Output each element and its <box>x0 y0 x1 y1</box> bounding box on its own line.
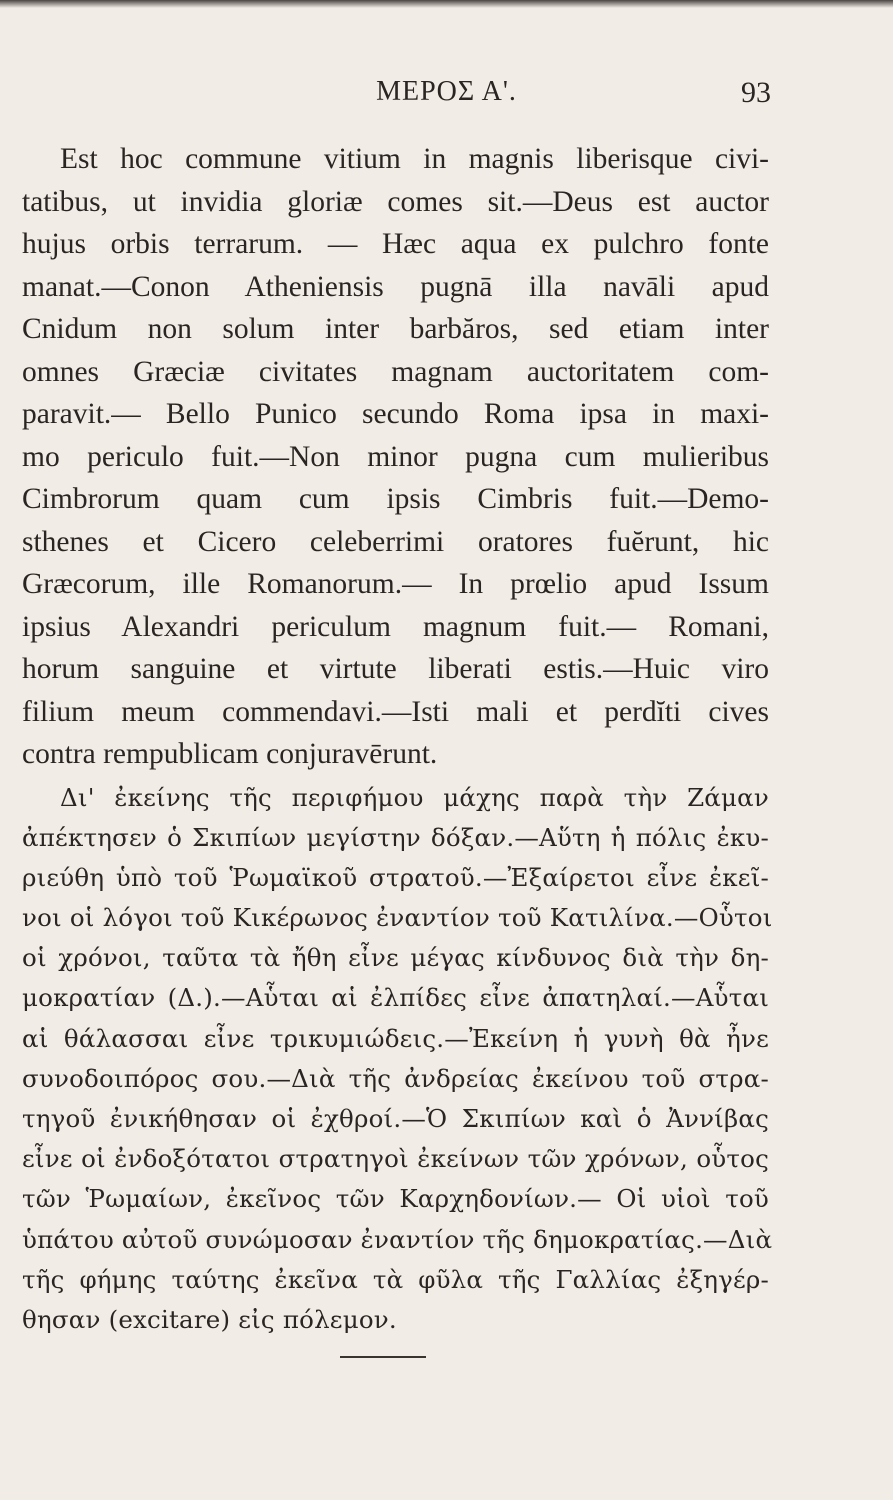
text-line: συνοδοιπόρος σου.—Διὰ τῆς ἀνδρείας ἐκείνου τοῦ στρα- <box>22 1063 769 1093</box>
text-line: hujus orbis terrarum. — Hæc aqua ex pulchro fonte <box>22 228 769 260</box>
text-line: ἀπέκτησεν ὁ Σκιπίων μεγίστην δόξαν.—Αὕτη ἡ πόλις ἐκυ- <box>22 822 769 852</box>
page-number: 93 <box>741 76 771 109</box>
text-line: τῶν Ῥωμαίων, ἐκεῖνος τῶν Καρχηδονίων.— Οἱ υἱοὶ τοῦ <box>22 1184 769 1214</box>
text-line: tatibus, ut invidia gloriæ comes sit.—Deus est auctor <box>22 185 769 218</box>
greek-paragraph <box>22 778 773 1341</box>
text-line: θησαν (excitare) εἰς πόλεμον. <box>22 1304 397 1334</box>
text-line: ipsius Alexandri periculum magnum fuit.— Romani, <box>22 610 769 643</box>
latin-paragraph <box>22 138 769 776</box>
text-line: τηγοῦ ἐνικήθησαν οἱ ἐχθροί.—Ὁ Σκιπίων καὶ ὁ Ἀννίβας <box>22 1104 769 1133</box>
text-line: filium meum commendavi.—Isti mali et perdĭti cives <box>22 695 769 728</box>
text-line: νοι οἱ λόγοι τοῦ Κικέρωνος ἐναντίον τοῦ Κατιλίνα.—Οὗτοι <box>22 903 773 933</box>
text-line: Cimbrorum quam cum ipsis Cimbris fuit.—Demo- <box>22 483 769 515</box>
text-line: Δι' ἐκείνης τῆς περιφήμου μάχης παρὰ τὴν Ζάμαν <box>60 782 769 812</box>
text-line: contra rempublicam conjuravērunt. <box>22 738 438 770</box>
text-line: οἱ χρόνοι, ταῦτα τὰ ἤθη εἶνε μέγας κίνδυνος διὰ τὴν δη- <box>22 943 769 973</box>
text-line: horum sanguine et virtute liberati estis.—Huic viro <box>22 653 769 685</box>
section-title: ΜΕΡΟΣ Α'. <box>376 76 517 107</box>
text-line: paravit.— Bello Punico secundo Roma ipsa in maxi- <box>22 398 769 430</box>
text-line: Est hoc commune vitium in magnis liberisque civi- <box>60 143 769 175</box>
text-line: ριεύθη ὑπὸ τοῦ Ῥωμαϊκοῦ στρατοῦ.—Ἐξαίρετοι εἶνε ἐκεῖ- <box>22 862 769 892</box>
text-line: Græcorum, ille Romanorum.— In prœlio apud Issum <box>22 568 769 600</box>
text-line: αἱ θάλασσαι εἶνε τρικυμιώδεις.—Ἐκείνη ἡ γυνὴ θὰ ἦνε <box>22 1023 769 1053</box>
page-top-edge <box>0 0 893 8</box>
text-line: μοκρατίαν (Δ.).—Αὗται αἱ ἐλπίδες εἶνε ἀπατηλαί.—Αὗται <box>22 983 769 1013</box>
text-line: ὑπάτου αὐτοῦ συνώμοσαν ἐναντίον τῆς δημοκρατίας.—Διὰ <box>22 1224 773 1254</box>
text-line: Cnidum non solum inter barbăros, sed etiam inter <box>22 313 769 345</box>
text-line: εἶνε οἱ ἐνδοξότατοι στρατηγοὶ ἐκείνων τῶν χρόνων, οὗτος <box>22 1144 769 1174</box>
text-line: τῆς φήμης ταύτης ἐκεῖνα τὰ φῦλα τῆς Γαλλίας ἐξηγέρ- <box>22 1264 769 1294</box>
page-body <box>22 138 773 1340</box>
running-header <box>0 76 893 116</box>
text-line: omnes Græciæ civitates magnam auctoritatem com- <box>22 355 769 388</box>
text-line: mo periculo fuit.—Non minor pugna cum mulieribus <box>22 440 769 473</box>
text-line: sthenes et Cicero celeberrimi oratores fuĕrunt, hic <box>22 525 769 558</box>
text-line: manat.—Conon Atheniensis pugnā illa navāli apud <box>22 270 769 303</box>
section-divider <box>340 1356 426 1358</box>
